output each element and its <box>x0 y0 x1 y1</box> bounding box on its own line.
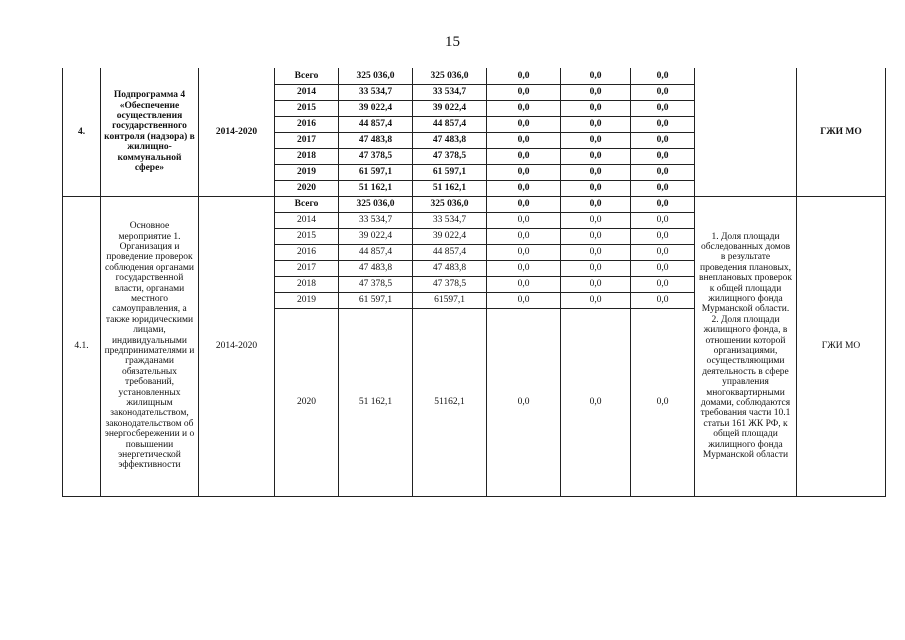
total-cell: 47 378,5 <box>339 148 413 164</box>
year-cell: 2019 <box>275 292 339 308</box>
municipal-budget-cell: 0,0 <box>561 260 631 276</box>
regional-budget-cell: 61597,1 <box>413 292 487 308</box>
year-cell: 2016 <box>275 116 339 132</box>
federal-budget-cell: 0,0 <box>487 148 561 164</box>
other-sources-cell: 0,0 <box>631 100 695 116</box>
regional-budget-cell: 325 036,0 <box>413 68 487 84</box>
regional-budget-cell: 47 483,8 <box>413 260 487 276</box>
municipal-budget-cell: 0,0 <box>561 100 631 116</box>
row-number: 4.1. <box>63 196 101 496</box>
other-sources-cell: 0,0 <box>631 260 695 276</box>
year-cell: 2018 <box>275 276 339 292</box>
federal-budget-cell: 0,0 <box>487 132 561 148</box>
total-cell: 33 534,7 <box>339 212 413 228</box>
regional-budget-cell: 39 022,4 <box>413 228 487 244</box>
municipal-budget-cell: 0,0 <box>561 228 631 244</box>
other-sources-cell: 0,0 <box>631 164 695 180</box>
regional-budget-cell: 61 597,1 <box>413 164 487 180</box>
regional-budget-cell: 44 857,4 <box>413 116 487 132</box>
other-sources-cell: 0,0 <box>631 180 695 196</box>
federal-budget-cell: 0,0 <box>487 244 561 260</box>
federal-budget-cell: 0,0 <box>487 116 561 132</box>
other-sources-cell: 0,0 <box>631 196 695 212</box>
year-cell: 2015 <box>275 100 339 116</box>
municipal-budget-cell: 0,0 <box>561 308 631 496</box>
year-cell: 2014 <box>275 84 339 100</box>
regional-budget-cell: 51 162,1 <box>413 180 487 196</box>
municipal-budget-cell: 0,0 <box>561 276 631 292</box>
year-cell: Всего <box>275 68 339 84</box>
total-cell: 325 036,0 <box>339 196 413 212</box>
indicators-cell: 1. Доля площади обследованных домов в результате проведения плановых, внеплановых проверок к общей площади жилищного фонда Мурманской области. 2. Доля площади жилищного фонда, в отношении которой организациями, осуществляющими деятельность в сфере управления многоквартирными домами, соблюдаются требования части 10.1 статьи 161 ЖК РФ, к общей площади жилищного фонда Мурманской области <box>695 196 797 496</box>
total-cell: 61 597,1 <box>339 164 413 180</box>
regional-budget-cell: 51162,1 <box>413 308 487 496</box>
municipal-budget-cell: 0,0 <box>561 196 631 212</box>
main-activity-4-1-block <box>63 196 886 496</box>
municipal-budget-cell: 0,0 <box>561 164 631 180</box>
municipal-budget-cell: 0,0 <box>561 148 631 164</box>
regional-budget-cell: 325 036,0 <box>413 196 487 212</box>
regional-budget-cell: 47 378,5 <box>413 148 487 164</box>
total-cell: 47 483,8 <box>339 260 413 276</box>
total-cell: 51 162,1 <box>339 308 413 496</box>
other-sources-cell: 0,0 <box>631 68 695 84</box>
other-sources-cell: 0,0 <box>631 116 695 132</box>
page-number: 15 <box>445 34 460 50</box>
other-sources-cell: 0,0 <box>631 276 695 292</box>
federal-budget-cell: 0,0 <box>487 276 561 292</box>
other-sources-cell: 0,0 <box>631 132 695 148</box>
municipal-budget-cell: 0,0 <box>561 292 631 308</box>
indicators-cell <box>695 68 797 196</box>
regional-budget-cell: 44 857,4 <box>413 244 487 260</box>
total-cell: 44 857,4 <box>339 116 413 132</box>
federal-budget-cell: 0,0 <box>487 100 561 116</box>
year-cell: 2018 <box>275 148 339 164</box>
period-cell: 2014-2020 <box>199 68 275 196</box>
year-cell: 2020 <box>275 308 339 496</box>
year-cell: 2019 <box>275 164 339 180</box>
other-sources-cell: 0,0 <box>631 308 695 496</box>
year-cell: 2017 <box>275 260 339 276</box>
year-cell: 2016 <box>275 244 339 260</box>
municipal-budget-cell: 0,0 <box>561 116 631 132</box>
row-number: 4. <box>63 68 101 196</box>
municipal-budget-cell: 0,0 <box>561 84 631 100</box>
year-cell: Всего <box>275 196 339 212</box>
regional-budget-cell: 33 534,7 <box>413 212 487 228</box>
other-sources-cell: 0,0 <box>631 148 695 164</box>
year-cell: 2015 <box>275 228 339 244</box>
total-cell: 33 534,7 <box>339 84 413 100</box>
other-sources-cell: 0,0 <box>631 292 695 308</box>
federal-budget-cell: 0,0 <box>487 228 561 244</box>
table-row <box>63 68 886 84</box>
regional-budget-cell: 39 022,4 <box>413 100 487 116</box>
municipal-budget-cell: 0,0 <box>561 132 631 148</box>
federal-budget-cell: 0,0 <box>487 164 561 180</box>
executor-cell: ГЖИ МО <box>797 196 886 496</box>
year-cell: 2014 <box>275 212 339 228</box>
federal-budget-cell: 0,0 <box>487 308 561 496</box>
period-cell: 2014-2020 <box>199 196 275 496</box>
federal-budget-cell: 0,0 <box>487 260 561 276</box>
regional-budget-cell: 47 483,8 <box>413 132 487 148</box>
federal-budget-cell: 0,0 <box>487 180 561 196</box>
other-sources-cell: 0,0 <box>631 228 695 244</box>
other-sources-cell: 0,0 <box>631 84 695 100</box>
total-cell: 39 022,4 <box>339 100 413 116</box>
regional-budget-cell: 47 378,5 <box>413 276 487 292</box>
federal-budget-cell: 0,0 <box>487 84 561 100</box>
year-cell: 2017 <box>275 132 339 148</box>
regional-budget-cell: 33 534,7 <box>413 84 487 100</box>
total-cell: 51 162,1 <box>339 180 413 196</box>
total-cell: 47 483,8 <box>339 132 413 148</box>
total-cell: 47 378,5 <box>339 276 413 292</box>
federal-budget-cell: 0,0 <box>487 196 561 212</box>
federal-budget-cell: 0,0 <box>487 212 561 228</box>
municipal-budget-cell: 0,0 <box>561 212 631 228</box>
other-sources-cell: 0,0 <box>631 212 695 228</box>
year-cell: 2020 <box>275 180 339 196</box>
total-cell: 44 857,4 <box>339 244 413 260</box>
municipal-budget-cell: 0,0 <box>561 180 631 196</box>
federal-budget-cell: 0,0 <box>487 68 561 84</box>
municipal-budget-cell: 0,0 <box>561 244 631 260</box>
executor-cell: ГЖИ МО <box>797 68 886 196</box>
federal-budget-cell: 0,0 <box>487 292 561 308</box>
other-sources-cell: 0,0 <box>631 244 695 260</box>
subprogram-name: Подпрограмма 4 «Обеспечение осуществления государственного контроля (надзора) в жилищно-коммунальной сфере» <box>101 68 199 196</box>
program-table <box>62 68 886 497</box>
table-row <box>63 196 886 212</box>
total-cell: 61 597,1 <box>339 292 413 308</box>
municipal-budget-cell: 0,0 <box>561 68 631 84</box>
total-cell: 325 036,0 <box>339 68 413 84</box>
subprogram-4-block <box>63 68 886 196</box>
activity-name: Основное мероприятие 1. Организация и проведение проверок соблюдения органами государственной власти, органами местного самоуправления, а также юридическими лицами, индивидуальными предпринимателями и гражданами обязательных требований, установленных жилищным законодательством, законодательством об энергосбережении и о повышении энергетической эффективности <box>101 196 199 496</box>
total-cell: 39 022,4 <box>339 228 413 244</box>
